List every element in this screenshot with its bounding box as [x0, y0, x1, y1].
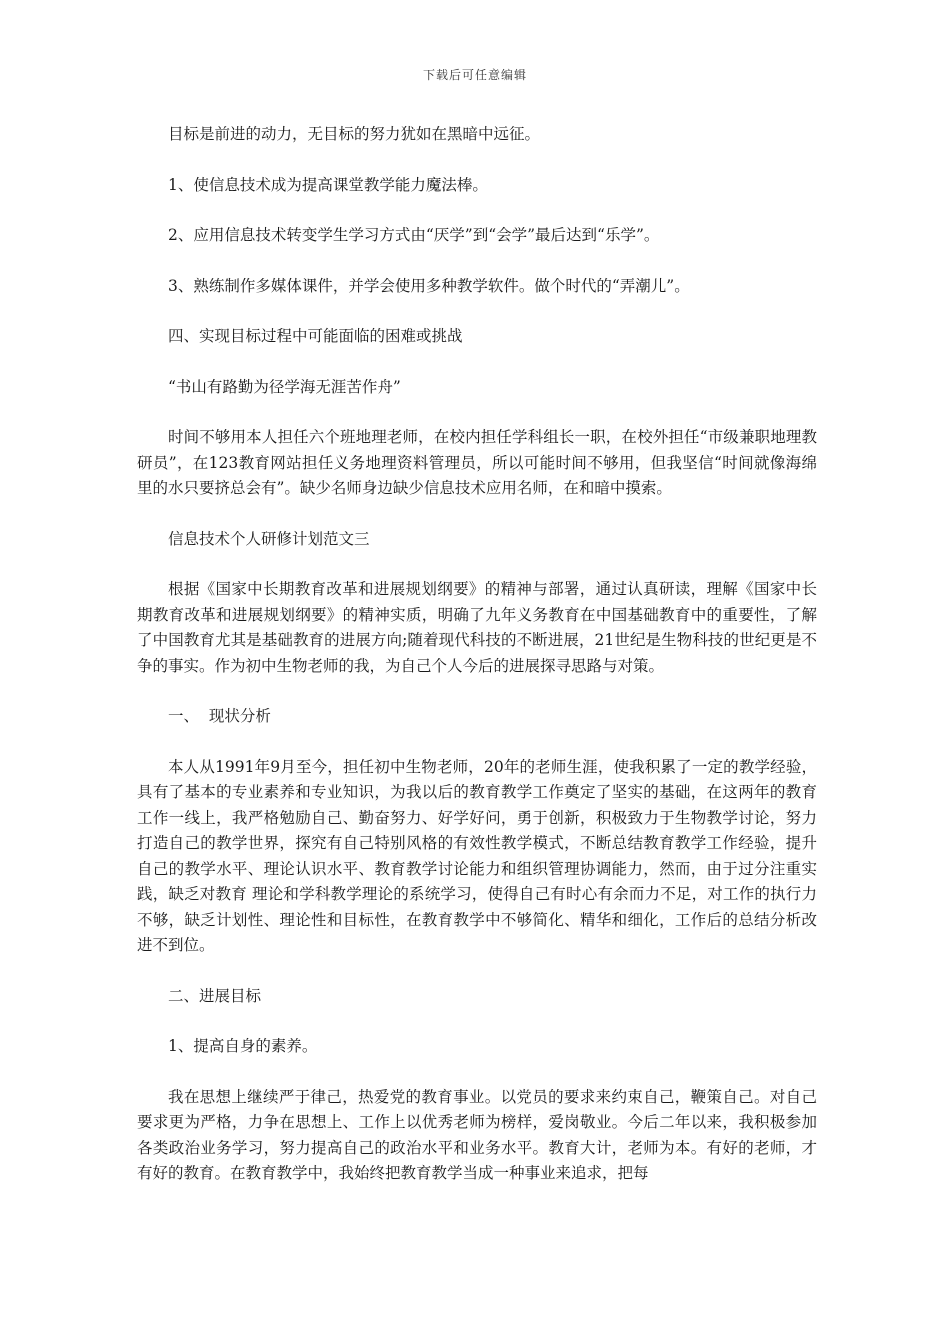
- paragraph-self-discipline: 我在思想上继续严于律己，热爱党的教育事业。以党员的要求来约束自己，鞭策自己。对自己要求更为严格，力争在思想上、工作上以优秀老师为榜样，爱岗敬业。今后二年以来，我积极参加各类政治业务学习，努力提高自己的政治水平和业务水平。教育大计，老师为本。有好的老师，才有好的教育。在教育教学中，我始终把教育教学当成一种事业来追求，把每: [137, 1087, 817, 1182]
- paragraph-goal-quality: 1、提高自身的素养。: [168, 1037, 318, 1055]
- paragraph-goal-intro: 目标是前进的动力，无目标的努力犹如在黑暗中远征。: [168, 125, 541, 143]
- paragraph-goal-3: 3、熟练制作多媒体课件，并学会使用多种教学软件。做个时代的“弄潮儿”。: [168, 276, 690, 295]
- section-heading-plan-three: 信息技术个人研修计划范文三: [168, 529, 370, 548]
- paragraph-goal-2: 2、应用信息技术转变学生学习方式由“厌学”到“会学”最后达到“乐学”。: [168, 226, 660, 244]
- paragraph-goal-1: 1、使信息技术成为提高课堂教学能力魔法棒。: [168, 175, 488, 194]
- section-heading-goals: 二、进展目标: [168, 986, 262, 1005]
- paragraph-plan-basis: 根据《国家中长期教育改革和进展规划纲要》的精神与部署，通过认真研读，理解《国家中长期教育改革和进展规划纲要》的精神实质，明确了九年义务教育在中国基础教育中的重要性，了解了中国教育尤其是基础教育的进展方向;随着现代科技的不断进展，21世纪是生物科技的世纪更是不争的事实。作为初中生物老师的我，为自己个人今后的进展探寻思路与对策。: [137, 580, 817, 675]
- page-header: 下载后可任意编辑: [422, 68, 527, 82]
- section-heading-challenges: 四、实现目标过程中可能面临的困难或挑战: [168, 327, 463, 345]
- paragraph-time-shortage: 时间不够用本人担任六个班地理老师，在校内担任学科组长一职，在校外担任“市级兼职地理教研员”，在123教育网站担任义务地理资料管理员，所以可能时间不够用，但我坚信“时间就像海绵里的水只要挤总会有”。缺少名师身边缺少信息技术应用名师，在和暗中摸索。: [137, 428, 817, 497]
- paragraph-quote: “书山有路勤为径学海无涯苦作舟”: [168, 377, 401, 396]
- section-heading-status: 一、 现状分析: [168, 707, 271, 725]
- paragraph-status-analysis: 本人从1991年9月至今，担任初中生物老师，20年的老师生涯，使我积累了一定的教学经验，具有了基本的专业素养和专业知识，为我以后的教育教学工作奠定了坚实的基础，在这两年的教育工作一线上，我严格勉励自己、勤奋努力、好学好问，勇于创新，积极致力于生物教学讨论，努力打造自己的教学世界，探究有自己特别风格的有效性教学模式，不断总结教育教学工作经验，提升自己的教学水平、理论认识水平、教育教学讨论能力和组织管理协调能力，然而，由于过分注重实践，缺乏对教育 理论和学科教学理论的系统学习，使得自己有时心有余而力不足，对工作的执行力不够，缺乏计划性、理论性和目标性，在教育教学中不够简化、精华和细化，工作后的总结分析改进不到位。: [137, 757, 817, 954]
- document-body: [137, 122, 817, 1187]
